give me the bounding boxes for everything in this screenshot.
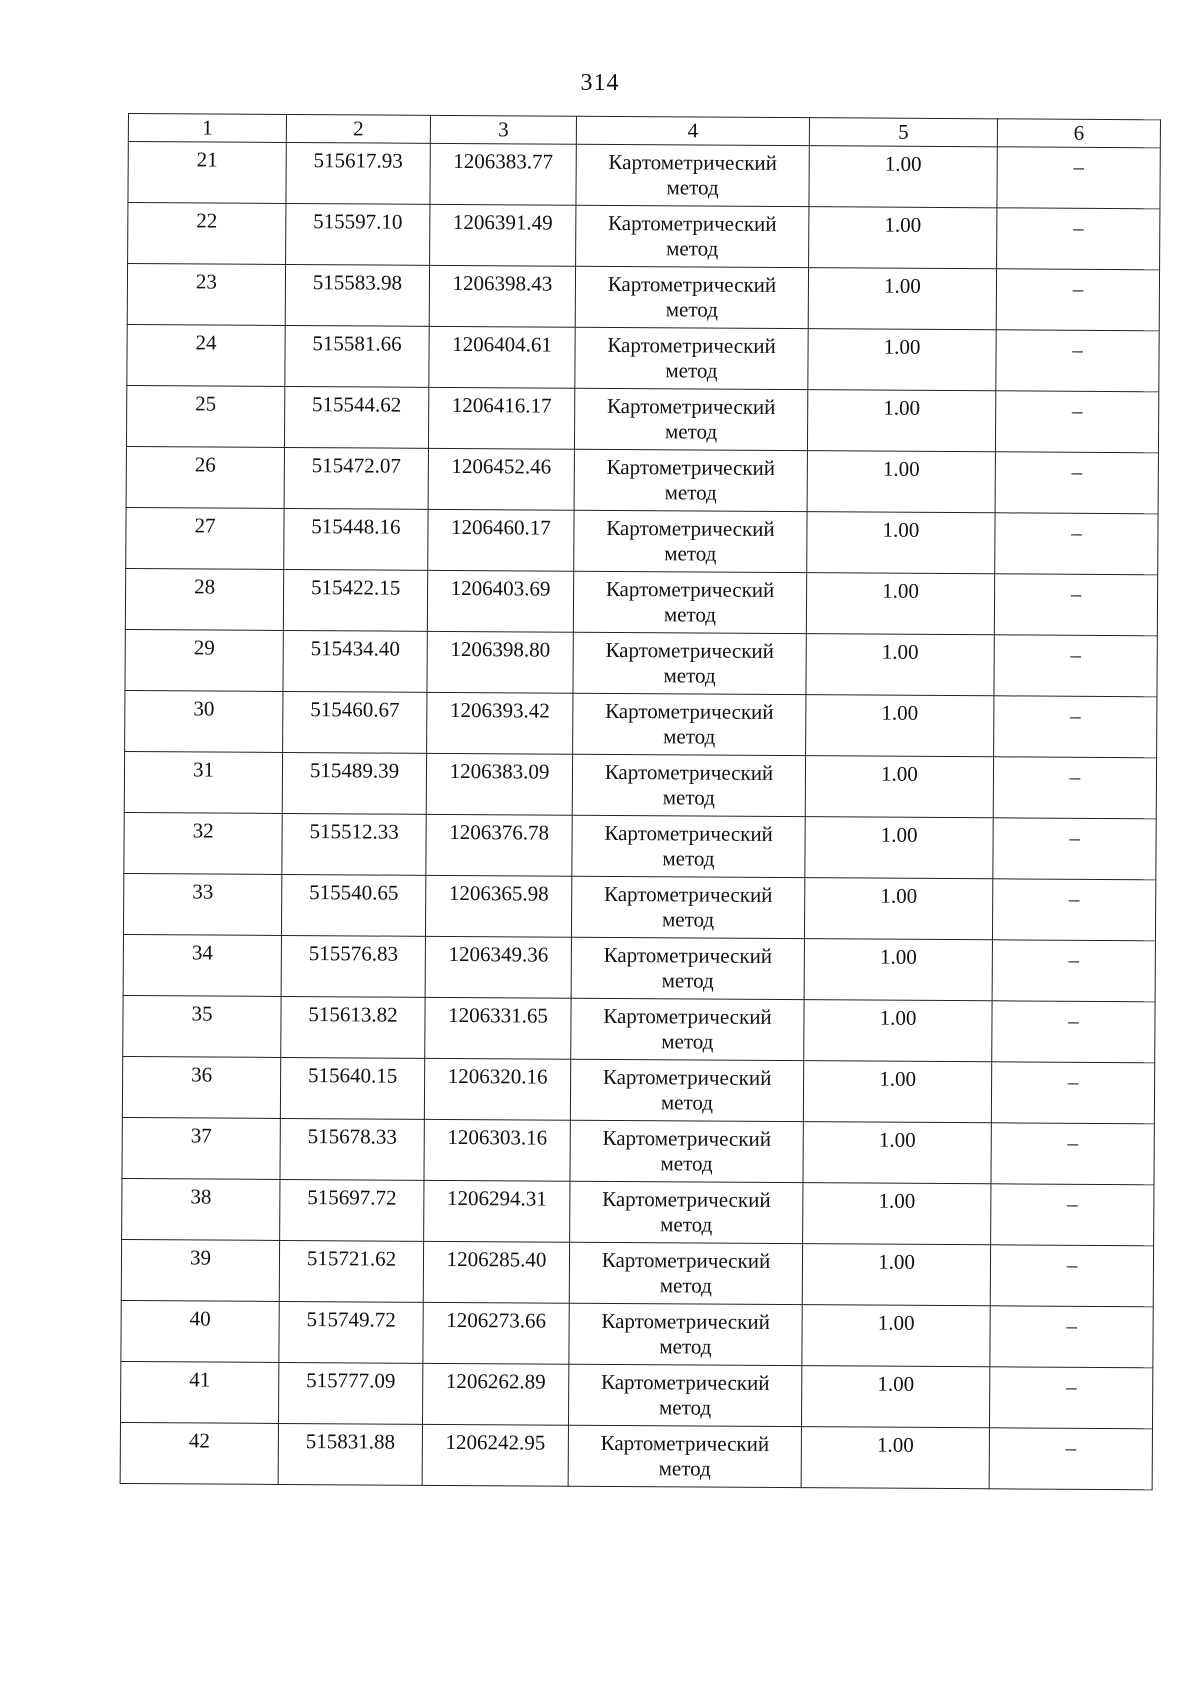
dash-mark: – — [1068, 1008, 1079, 1033]
method-line-1: Картометрический — [604, 759, 774, 785]
note-cell — [989, 1367, 1152, 1429]
dash-mark: – — [1071, 459, 1083, 484]
method-line-2: метод — [658, 1456, 711, 1481]
x-coordinate-cell: 515540.65 — [281, 874, 425, 936]
note-cell — [989, 1428, 1152, 1490]
note-cell — [996, 330, 1159, 392]
point-number-cell: 31 — [124, 751, 282, 813]
dash-mark: – — [1065, 1435, 1077, 1460]
note-cell — [995, 513, 1158, 575]
x-coordinate-cell: 515581.66 — [285, 325, 429, 387]
point-number-cell: 25 — [126, 385, 284, 447]
column-header-5: 5 — [809, 118, 997, 147]
method-cell — [571, 937, 804, 999]
method-line-2: метод — [660, 1212, 713, 1237]
y-coordinate-cell: 1206303.16 — [424, 1119, 570, 1181]
method-line-2: метод — [661, 907, 715, 932]
method-cell — [574, 388, 807, 450]
y-coordinate-cell: 1206285.40 — [423, 1241, 569, 1303]
accuracy-cell: 1.00 — [806, 695, 994, 757]
accuracy-cell: 1.00 — [802, 1244, 990, 1306]
method-line-1: Картометрический — [603, 1003, 772, 1029]
accuracy-cell: 1.00 — [808, 268, 996, 330]
x-coordinate-cell: 515613.82 — [281, 996, 425, 1058]
y-coordinate-cell: 1206320.16 — [424, 1058, 570, 1120]
accuracy-cell: 1.00 — [801, 1427, 989, 1489]
method-line-2: метод — [661, 1029, 714, 1054]
method-line-1: Картометрический — [608, 210, 777, 236]
table-row — [122, 1056, 1154, 1123]
accuracy-cell: 1.00 — [801, 1366, 989, 1428]
method-line-2: метод — [660, 1151, 713, 1176]
method-line-1: Картометрический — [603, 942, 773, 968]
point-number-cell: 37 — [122, 1117, 280, 1179]
dash-mark: – — [1069, 825, 1080, 850]
accuracy-cell: 1.00 — [803, 1061, 991, 1123]
method-line-2: метод — [663, 724, 716, 749]
method-cell — [570, 1181, 803, 1243]
accuracy-cell: 1.00 — [806, 573, 994, 635]
method-line-2: метод — [661, 968, 714, 993]
x-coordinate-cell: 515460.67 — [283, 691, 427, 753]
method-line-2: метод — [665, 297, 718, 322]
page-number: 314 — [580, 70, 620, 96]
method-line-2: метод — [659, 1334, 712, 1359]
y-coordinate-cell: 1206383.77 — [430, 143, 576, 205]
point-number-cell: 38 — [122, 1178, 280, 1240]
table-row — [123, 995, 1155, 1062]
method-line-2: метод — [658, 1395, 712, 1420]
dash-mark: – — [1071, 398, 1083, 423]
table-row — [120, 1422, 1152, 1489]
x-coordinate-cell: 515583.98 — [285, 264, 429, 326]
table-row — [122, 1178, 1154, 1245]
method-line-2: метод — [664, 419, 718, 444]
dash-mark: – — [1071, 520, 1082, 545]
dash-mark: – — [1069, 764, 1081, 789]
x-coordinate-cell: 515721.62 — [279, 1240, 423, 1302]
point-number-cell: 28 — [125, 568, 283, 630]
method-cell — [576, 144, 809, 206]
x-coordinate-cell: 515640.15 — [280, 1057, 424, 1119]
point-number-cell: 35 — [123, 995, 281, 1057]
y-coordinate-cell: 1206416.17 — [428, 387, 574, 449]
method-cell — [570, 1120, 803, 1182]
point-number-cell: 30 — [125, 690, 283, 752]
method-line-2: метод — [663, 602, 717, 627]
table-row — [122, 1117, 1154, 1184]
table-row — [123, 873, 1155, 940]
point-number-cell: 42 — [120, 1422, 278, 1484]
accuracy-cell: 1.00 — [809, 146, 997, 208]
dash-mark: – — [1068, 947, 1080, 972]
accuracy-cell: 1.00 — [807, 512, 995, 574]
method-cell — [568, 1364, 801, 1426]
point-number-cell: 21 — [128, 142, 286, 204]
note-cell — [990, 1245, 1153, 1307]
accuracy-cell: 1.00 — [809, 207, 997, 269]
point-number-cell: 23 — [127, 264, 285, 326]
accuracy-cell: 1.00 — [803, 1122, 991, 1184]
column-header-2: 2 — [286, 114, 430, 143]
method-line-1: Картометрический — [602, 1186, 771, 1212]
x-coordinate-cell: 515448.16 — [284, 508, 428, 570]
note-cell — [993, 818, 1156, 880]
table-row — [125, 690, 1157, 757]
x-coordinate-cell: 515831.88 — [278, 1423, 422, 1485]
method-line-1: Картометрический — [605, 576, 775, 602]
method-cell — [574, 510, 807, 572]
y-coordinate-cell: 1206365.98 — [425, 875, 571, 937]
dash-mark: – — [1067, 1191, 1078, 1216]
column-header-4: 4 — [576, 116, 809, 145]
accuracy-cell: 1.00 — [807, 390, 995, 452]
x-coordinate-cell: 515472.07 — [284, 447, 428, 509]
note-cell — [992, 879, 1155, 941]
note-cell — [994, 696, 1157, 758]
accuracy-cell: 1.00 — [805, 817, 993, 879]
table-row — [125, 629, 1157, 696]
method-cell — [575, 327, 808, 389]
method-cell — [573, 571, 806, 633]
note-cell — [995, 452, 1158, 514]
table-row — [121, 1361, 1153, 1428]
dash-mark: – — [1066, 1252, 1078, 1277]
method-line-2: метод — [659, 1273, 712, 1298]
y-coordinate-cell: 1206403.69 — [427, 570, 573, 632]
dash-mark: – — [1065, 1374, 1077, 1399]
y-coordinate-cell: 1206294.31 — [424, 1180, 570, 1242]
method-cell — [571, 876, 804, 938]
method-line-1: Картометрический — [605, 698, 774, 724]
note-cell — [990, 1306, 1153, 1368]
method-cell — [573, 693, 806, 755]
method-line-2: метод — [664, 541, 717, 566]
x-coordinate-cell: 515434.40 — [283, 630, 427, 692]
coordinates-table — [120, 113, 1161, 1490]
x-coordinate-cell: 515544.62 — [284, 386, 428, 448]
note-cell — [992, 940, 1155, 1002]
table-row — [121, 1239, 1153, 1306]
method-cell — [576, 205, 809, 267]
note-cell — [996, 269, 1159, 331]
method-line-2: метод — [664, 480, 717, 505]
accuracy-cell: 1.00 — [805, 756, 993, 818]
method-line-1: Картометрический — [600, 1430, 770, 1456]
y-coordinate-cell: 1206398.80 — [427, 631, 573, 693]
method-cell — [571, 998, 804, 1060]
dash-mark: – — [1070, 703, 1081, 728]
y-coordinate-cell: 1206404.61 — [429, 326, 575, 388]
dash-mark: – — [1070, 581, 1082, 606]
note-cell — [994, 635, 1157, 697]
x-coordinate-cell: 515489.39 — [282, 752, 426, 814]
note-cell — [997, 147, 1160, 209]
x-coordinate-cell: 515678.33 — [280, 1118, 424, 1180]
point-number-cell: 39 — [121, 1239, 279, 1301]
method-line-1: Картометрический — [601, 1308, 770, 1334]
method-line-2: метод — [665, 358, 718, 383]
dash-mark: – — [1070, 642, 1082, 667]
accuracy-cell: 1.00 — [802, 1305, 990, 1367]
point-number-cell: 32 — [124, 812, 282, 874]
column-header-1: 1 — [128, 114, 286, 143]
note-cell — [997, 208, 1160, 270]
note-cell — [994, 574, 1157, 636]
y-coordinate-cell: 1206331.65 — [425, 997, 571, 1059]
x-coordinate-cell: 515777.09 — [278, 1362, 422, 1424]
table-row — [126, 446, 1158, 513]
x-coordinate-cell: 515617.93 — [286, 142, 430, 204]
method-line-2: метод — [663, 663, 716, 688]
method-line-1: Картометрический — [603, 881, 773, 907]
table-row — [124, 751, 1156, 818]
dash-mark: – — [1073, 154, 1085, 179]
y-coordinate-cell: 1206349.36 — [425, 936, 571, 998]
table-row — [128, 142, 1160, 209]
table-row — [127, 264, 1159, 331]
accuracy-cell: 1.00 — [804, 1000, 992, 1062]
method-cell — [568, 1425, 801, 1487]
dash-mark: – — [1072, 215, 1084, 240]
point-number-cell: 41 — [121, 1361, 279, 1423]
dash-mark: – — [1066, 1313, 1077, 1338]
x-coordinate-cell: 515697.72 — [280, 1179, 424, 1241]
x-coordinate-cell: 515597.10 — [286, 203, 430, 265]
method-cell — [574, 449, 807, 511]
y-coordinate-cell: 1206242.95 — [422, 1424, 568, 1486]
method-line-1: Картометрический — [606, 454, 776, 480]
dash-mark: – — [1067, 1069, 1079, 1094]
dash-mark: – — [1068, 886, 1080, 911]
point-number-cell: 29 — [125, 629, 283, 691]
point-number-cell: 27 — [126, 507, 284, 569]
accuracy-cell: 1.00 — [804, 939, 992, 1001]
x-coordinate-cell: 515749.72 — [279, 1301, 423, 1363]
table-row — [128, 203, 1160, 270]
note-cell — [993, 757, 1156, 819]
method-line-1: Картометрический — [601, 1247, 771, 1273]
dash-mark: – — [1072, 337, 1083, 362]
method-line-2: метод — [666, 236, 719, 261]
method-line-1: Картометрический — [600, 1369, 770, 1395]
y-coordinate-cell: 1206376.78 — [426, 814, 572, 876]
note-cell — [991, 1062, 1154, 1124]
accuracy-cell: 1.00 — [804, 878, 992, 940]
column-header-3: 3 — [430, 115, 576, 144]
accuracy-cell: 1.00 — [808, 329, 996, 391]
y-coordinate-cell: 1206452.46 — [428, 448, 574, 510]
method-line-1: Картометрический — [604, 820, 773, 846]
method-cell — [570, 1059, 803, 1121]
column-header-6: 6 — [997, 119, 1160, 148]
accuracy-cell: 1.00 — [806, 634, 994, 696]
y-coordinate-cell: 1206273.66 — [423, 1302, 569, 1364]
dash-mark: – — [1072, 276, 1084, 301]
method-line-1: Картометрический — [605, 637, 775, 663]
method-line-1: Картометрический — [607, 271, 777, 297]
table-row — [124, 812, 1156, 879]
method-line-1: Картометрический — [606, 393, 776, 419]
note-cell — [991, 1184, 1154, 1246]
table-row — [126, 385, 1158, 452]
method-line-1: Картометрический — [602, 1125, 772, 1151]
point-number-cell: 33 — [123, 873, 281, 935]
method-cell — [569, 1242, 802, 1304]
table-row — [121, 1300, 1153, 1367]
dash-mark: – — [1067, 1130, 1079, 1155]
point-number-cell: 36 — [122, 1056, 280, 1118]
y-coordinate-cell: 1206262.89 — [422, 1363, 568, 1425]
method-line-2: метод — [666, 175, 719, 200]
point-number-cell: 24 — [127, 324, 285, 386]
y-coordinate-cell: 1206383.09 — [426, 753, 572, 815]
note-cell — [992, 1001, 1155, 1063]
method-line-1: Картометрический — [607, 332, 776, 358]
y-coordinate-cell: 1206460.17 — [428, 509, 574, 571]
y-coordinate-cell: 1206398.43 — [429, 265, 575, 327]
point-number-cell: 26 — [126, 446, 284, 508]
accuracy-cell: 1.00 — [807, 451, 995, 513]
table-body — [120, 142, 1160, 1490]
accuracy-cell: 1.00 — [803, 1183, 991, 1245]
method-cell — [572, 815, 805, 877]
x-coordinate-cell: 515422.15 — [283, 569, 427, 631]
y-coordinate-cell: 1206391.49 — [430, 204, 576, 266]
method-line-2: метод — [660, 1090, 714, 1115]
table-row — [125, 568, 1157, 635]
method-line-2: метод — [662, 846, 715, 871]
point-number-cell: 22 — [128, 203, 286, 265]
note-cell — [995, 391, 1158, 453]
method-line-1: Картометрический — [602, 1064, 772, 1090]
y-coordinate-cell: 1206393.42 — [427, 692, 573, 754]
table-row — [123, 934, 1155, 1001]
point-number-cell: 34 — [123, 934, 281, 996]
method-cell — [573, 632, 806, 694]
table-row — [127, 324, 1159, 391]
table-row — [126, 507, 1158, 574]
method-cell — [575, 266, 808, 328]
note-cell — [991, 1123, 1154, 1185]
point-number-cell: 40 — [121, 1300, 279, 1362]
method-line-2: метод — [662, 785, 715, 810]
method-line-1: Картометрический — [608, 149, 778, 175]
method-cell — [569, 1303, 802, 1365]
x-coordinate-cell: 515576.83 — [281, 935, 425, 997]
x-coordinate-cell: 515512.33 — [282, 813, 426, 875]
method-line-1: Картометрический — [606, 515, 775, 541]
method-cell — [572, 754, 805, 816]
